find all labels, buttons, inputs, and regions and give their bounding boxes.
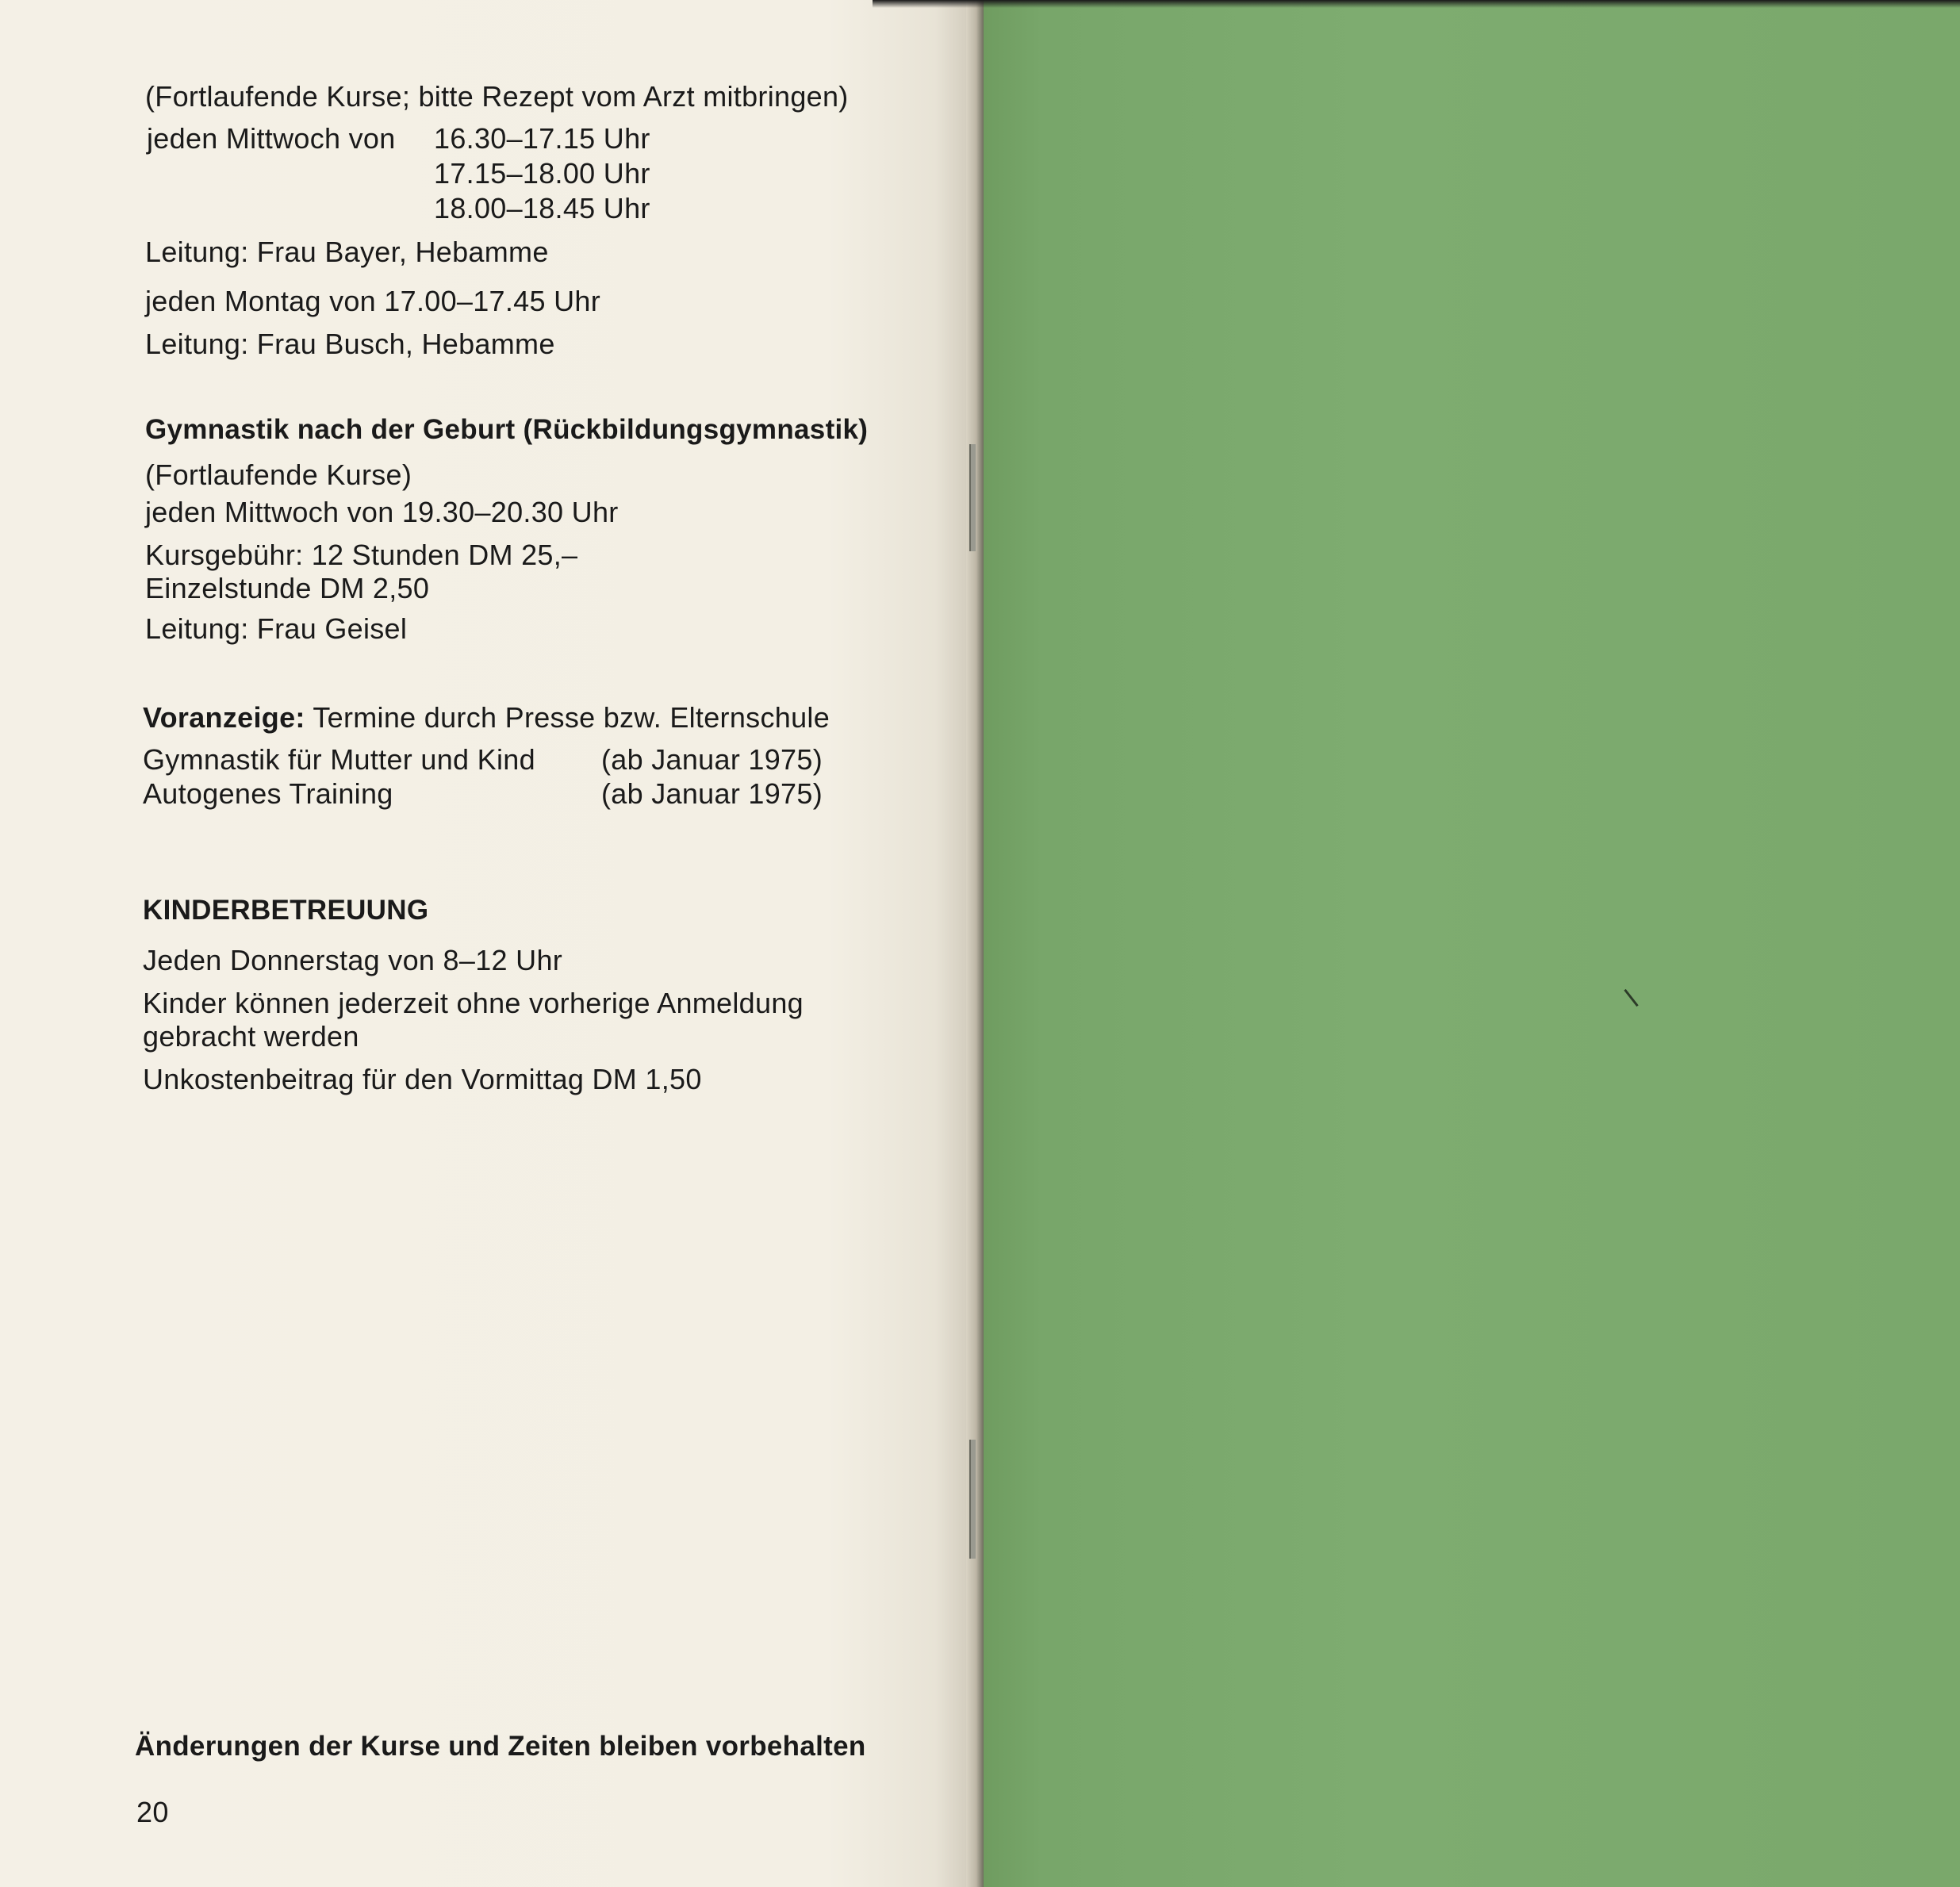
voranzeige-item-2-name: Autogenes Training bbox=[143, 777, 393, 810]
kinderbetreuung-schedule: Jeden Donnerstag von 8–12 Uhr bbox=[143, 944, 563, 976]
footer-notice: Änderungen der Kurse und Zeiten bleiben vorbehalten bbox=[135, 1731, 866, 1762]
rueckbildung-fee-1: Kursgebühr: 12 Stunden DM 25,– bbox=[145, 539, 578, 571]
kinderbetreuung-fee: Unkostenbeitrag für den Vormittag DM 1,50 bbox=[143, 1063, 702, 1095]
staple-top bbox=[969, 444, 976, 551]
voranzeige-item-2-date: (ab Januar 1975) bbox=[601, 777, 823, 810]
course-leader-2: Leitung: Frau Busch, Hebamme bbox=[145, 328, 555, 360]
rueckbildung-fee-2: Einzelstunde DM 2,50 bbox=[145, 572, 430, 604]
course-note: (Fortlaufende Kurse; bitte Rezept vom Arzt mitbringen) bbox=[145, 80, 849, 113]
rueckbildung-note: (Fortlaufende Kurse) bbox=[145, 458, 412, 491]
page-number: 20 bbox=[136, 1796, 169, 1828]
section-heading-rueckbildung: Gymnastik nach der Geburt (Rückbildungsgymnastik) bbox=[145, 414, 869, 445]
top-shadow bbox=[873, 0, 1960, 8]
rueckbildung-leader: Leitung: Frau Geisel bbox=[145, 612, 408, 645]
voranzeige-text: Termine durch Presse bzw. Elternschule bbox=[305, 701, 830, 734]
kinderbetreuung-line-2: gebracht werden bbox=[143, 1020, 359, 1053]
kinderbetreuung-line-1: Kinder können jederzeit ohne vorherige Anmeldung bbox=[143, 987, 804, 1019]
course-time-3: 18.00–18.45 Uhr bbox=[434, 192, 650, 224]
staple-bottom bbox=[969, 1440, 976, 1559]
voranzeige-item-1-name: Gymnastik für Mutter und Kind bbox=[143, 743, 535, 776]
section-heading-kinderbetreuung: KINDERBETREUUNG bbox=[143, 895, 429, 926]
course-time-2: 17.15–18.00 Uhr bbox=[434, 157, 650, 190]
voranzeige-label: Voranzeige: bbox=[143, 701, 305, 734]
right-cover-page bbox=[984, 0, 1960, 1887]
course-leader-1: Leitung: Frau Bayer, Hebamme bbox=[145, 236, 549, 268]
course-schedule-prefix: jeden Mittwoch von bbox=[147, 122, 396, 155]
rueckbildung-schedule: jeden Mittwoch von 19.30–20.30 Uhr bbox=[145, 496, 619, 528]
voranzeige-line bbox=[143, 700, 830, 735]
course-time-1: 16.30–17.15 Uhr bbox=[434, 122, 650, 155]
course-schedule-2: jeden Montag von 17.00–17.45 Uhr bbox=[145, 285, 601, 317]
voranzeige-item-1-date: (ab Januar 1975) bbox=[601, 743, 823, 776]
